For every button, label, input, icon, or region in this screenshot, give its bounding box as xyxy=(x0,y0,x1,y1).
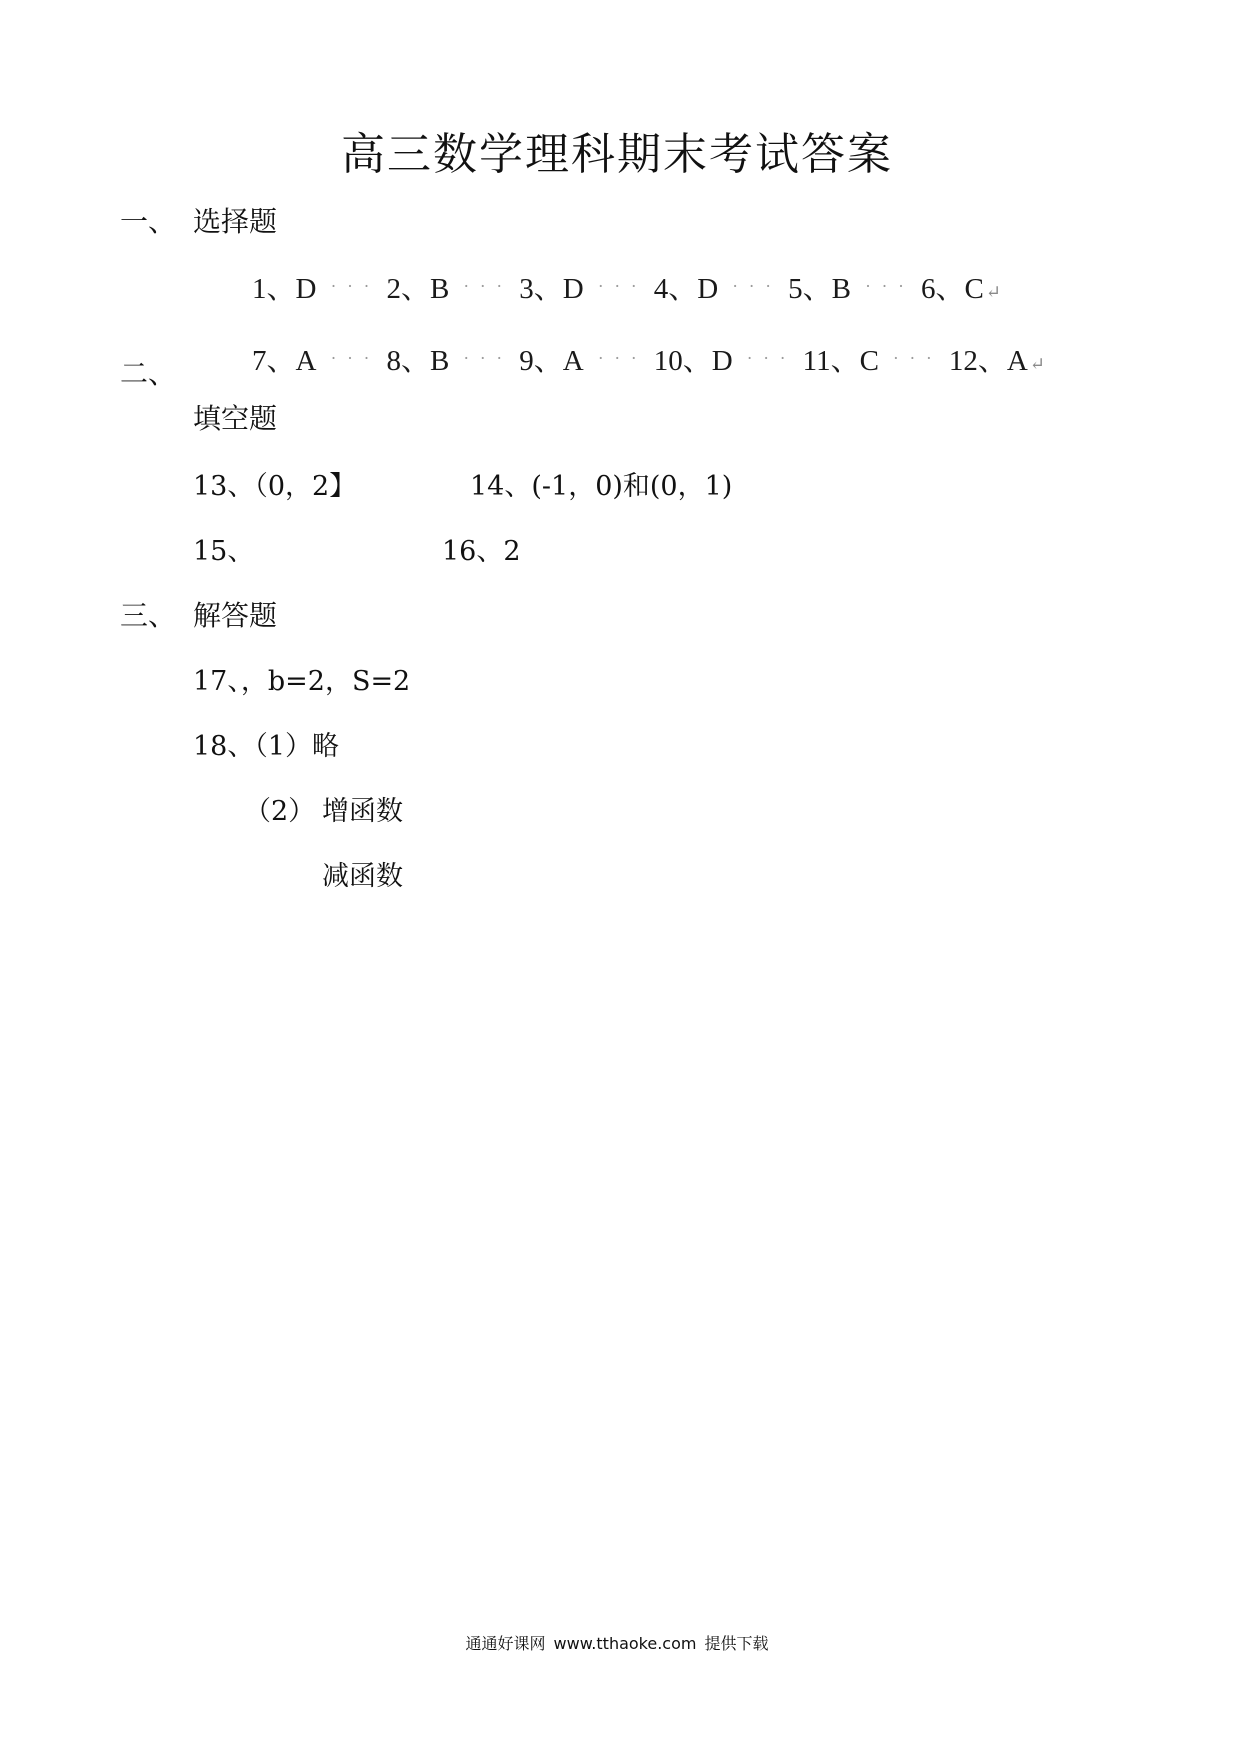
choice-answer: 6、C xyxy=(920,273,984,305)
dot-leader: · · · xyxy=(463,276,506,296)
choice-answer: 5、B xyxy=(788,273,851,305)
section-one-number: 一、 xyxy=(120,205,177,238)
dot-leader: · · · xyxy=(330,348,373,368)
fill-answer-14: 14、(-1，0)和(0，1) xyxy=(470,471,733,502)
section-one-label: 选择题 xyxy=(193,205,278,238)
choice-answer: 4、D xyxy=(653,273,719,305)
choice-answer: 2、B xyxy=(386,273,450,305)
fill-answer-15: 15、 xyxy=(193,536,255,567)
paragraph-return-icon: ↵ xyxy=(1029,354,1045,374)
solve-answer-18-part-2-label: （2） xyxy=(244,796,316,827)
footer-site-name: 通通好课网 xyxy=(465,1634,546,1653)
choice-answer: 11、C xyxy=(802,345,879,377)
choice-row-1 xyxy=(252,266,1001,307)
choice-answer: 1、D xyxy=(252,273,317,305)
choice-answer: 3、D xyxy=(519,273,584,305)
section-two-label: 填空题 xyxy=(193,402,278,435)
solve-answer-18-decreasing: 减函数 xyxy=(322,861,403,892)
choice-row-2 xyxy=(252,338,1045,379)
dot-leader: · · · xyxy=(746,348,789,368)
choice-answer: 8、B xyxy=(386,345,450,377)
choice-answer: 10、D xyxy=(653,345,733,377)
solve-answer-17: 17、，b=2，S=2 xyxy=(193,666,411,697)
dot-leader: · · · xyxy=(597,348,640,368)
footer-url-link[interactable]: www.tthaoke.com xyxy=(553,1634,697,1653)
document-title: 高三数学理科期末考试答案 xyxy=(341,129,893,180)
dot-leader: · · · xyxy=(330,276,373,296)
dot-leader: · · · xyxy=(597,276,640,296)
choice-answer: 12、A xyxy=(948,345,1028,377)
fill-answer-16: 16、2 xyxy=(442,536,521,567)
footer-credit xyxy=(0,1631,1234,1654)
fill-answer-13: 13、（0，2】 xyxy=(193,471,357,502)
paragraph-return-icon: ↵ xyxy=(985,282,1001,302)
solve-answer-18-part-1: 18、（1）略 xyxy=(193,731,340,762)
dot-leader: · · · xyxy=(732,276,775,296)
footer-suffix: 提供下载 xyxy=(704,1634,769,1653)
dot-leader: · · · xyxy=(864,276,907,296)
dot-leader: · · · xyxy=(463,348,506,368)
section-two-number: 二、 xyxy=(120,357,177,390)
choice-answer: 9、A xyxy=(519,345,584,377)
choice-answer: 7、A xyxy=(252,345,317,377)
dot-leader: · · · xyxy=(892,348,935,368)
solve-answer-18-increasing: 增函数 xyxy=(322,796,403,827)
section-three-number: 三、 xyxy=(120,599,177,632)
section-three-label: 解答题 xyxy=(193,599,278,632)
